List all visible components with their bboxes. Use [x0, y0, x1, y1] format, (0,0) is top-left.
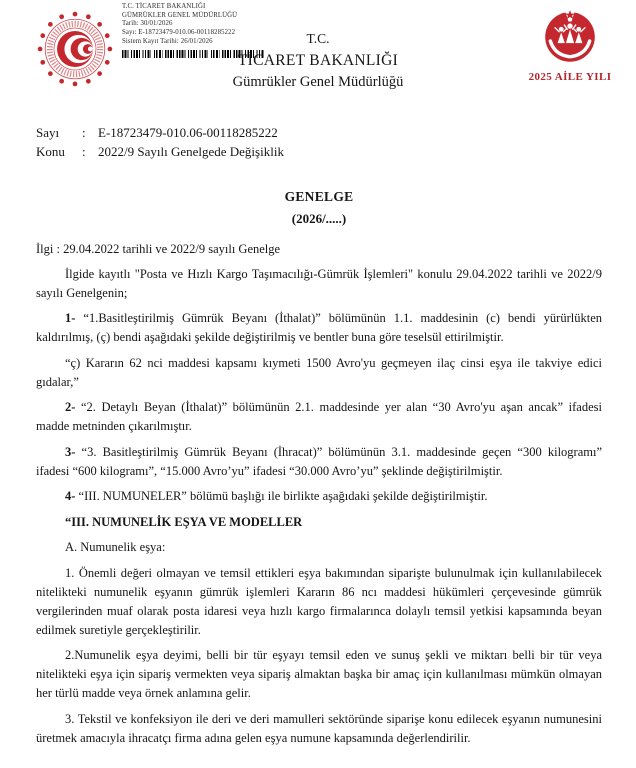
paragraph-number: 3- [65, 444, 76, 459]
numbered-paragraph: 1. Önemli değeri olmayan ve temsil ettikleri eşya bakımından siparişte bulunulmak için kullanılabilecek nitelikteki numunelik eşyanın gümrük işlemleri Kararın 86 ncı maddesi hükümleri çerçevesinde gümrük vergilerinden muaf olarak posta idaresi veya hızlı kargo firmalarınca dolaylı temsil yetkisi kapsamında beyan edilmek suretiyle gerçekleştirilir. [36, 565, 602, 637]
reference-line: İlgi : 29.04.2022 tarihli ve 2022/9 sayılı Genelge [36, 242, 281, 256]
letterhead-directorate: Gümrükler Genel Müdürlüğü [232, 74, 404, 90]
section-heading: “III. NUMUNELİK EŞYA VE MODELLER [65, 514, 303, 529]
paragraph-text: İlgide kayıtlı "Posta ve Hızlı Kargo Taşımacılığı-Gümrük İşlemleri" konulu 29.04.2022 tarihli ve 2022/9 sayılı Genelgenin; [36, 266, 602, 300]
paragraph-text: “ç) Kararın 62 nci maddesi kapsamı kıymeti 1500 Avro'yu geçmeyen ilaç cinsi eşya ile takviye edici gıdalar,” [36, 355, 602, 389]
meta-colon: : [82, 125, 86, 140]
document-body [36, 118, 602, 748]
paragraph-text: “III. NUMUNELER” bölümü başlığı ile birlikte aşağıdaki şekilde değiştirilmiştir. [75, 489, 488, 503]
paragraph [36, 265, 602, 303]
stamp-line: Sayı: E-18723479-010.06-00118285222 [122, 29, 236, 37]
stamp-line: GÜMRÜKLER GENEL MÜDÜRLÜĞÜ [122, 11, 238, 19]
paragraph [36, 398, 602, 436]
title-number: (2026/.....) [291, 211, 347, 226]
meta-row-konu [36, 143, 602, 162]
letterhead-country: T.C. [306, 31, 330, 46]
paragraph-text: “1.Basitleştirilmiş Gümrük Beyanı (İthalat)” bölümünün 1.1. maddesinin (c) bendi yürürlükten kaldırılmış, (ç) bendi aşağıdaki şekilde değiştirilmiş ve bentler buna göre teselsül ettirilmiştir. [36, 311, 602, 344]
ministry-of-trade-emblem-icon [36, 10, 114, 88]
meta-row-sayi [36, 124, 602, 143]
meta-label: Sayı [36, 125, 60, 140]
numbered-paragraph: 2.Numunelik eşya deyimi, belli bir tür eşyayı temsil eden ve sunuş şekli ve miktarı belli bir tür veya nitelikteki eşya için sipariş vermekten veya sipariş almaktan başka bir amaç için kullanılması mümkün olmayan her türlü madde veya örnek anlamına gelir. [36, 648, 602, 700]
family-year-2025-icon [539, 7, 601, 69]
paragraph [36, 354, 602, 392]
paragraph-number: 4- [65, 489, 76, 503]
ministry-emblem-graphic [36, 10, 114, 88]
paragraph [36, 309, 602, 347]
letterhead-ministry: TİCARET BAKANLIĞI [237, 52, 399, 69]
family-year-logo [518, 7, 622, 83]
document-title [36, 189, 602, 227]
letterhead [173, 31, 463, 91]
meta-block [36, 124, 602, 161]
paragraph-number: 2- [65, 400, 76, 414]
stamp-line: Sistem Kayıt Tarihi: 26/01/2026 [122, 37, 213, 45]
paragraph-text: “2. Detaylı Beyan (İthalat)” bölümünün 2.1. maddesinde yer alan “30 Avro'yu aşan ancak” ifadesi madde metninden çıkarılmıştır. [36, 400, 602, 433]
numbered-paragraph: 3. Tekstil ve konfeksiyon ile deri ve deri mamulleri sektöründe siparişe konu edilecek eşyanın numunesini üretmek amacıyla ihracatçı firma adına gelen eşya numune kapsamında değerlendirilir. [36, 711, 602, 745]
stamp-line: T.C. TİCARET BAKANLIĞI [122, 3, 206, 10]
title-genelge: GENELGE [284, 189, 354, 204]
paragraph-number: 1- [65, 311, 76, 325]
stamp-line: Tarih: 30/01/2026 [122, 20, 173, 28]
meta-label: Konu [36, 143, 65, 159]
sub-heading: A. Numunelik eşya: [65, 540, 166, 554]
meta-colon: : [82, 143, 86, 159]
family-year-caption: 2025 AİLE YILI [528, 71, 612, 83]
paragraph [36, 487, 602, 506]
meta-value: 2022/9 Sayılı Genelgede Değişiklik [98, 143, 284, 159]
paragraph-text: “3. Basitleştirilmiş Gümrük Beyanı (İhracat)” bölümünün 3.1. maddesinde geçen “300 kilogramı” ifadesi “600 kilogramı”, “15.000 Avro’yu” ifadesi “30.000 Avro’yu” şeklinde değiştirilmiştir. [36, 444, 602, 478]
meta-value: E-18723479-010.06-00118285222 [98, 125, 278, 140]
paragraph [36, 443, 602, 481]
